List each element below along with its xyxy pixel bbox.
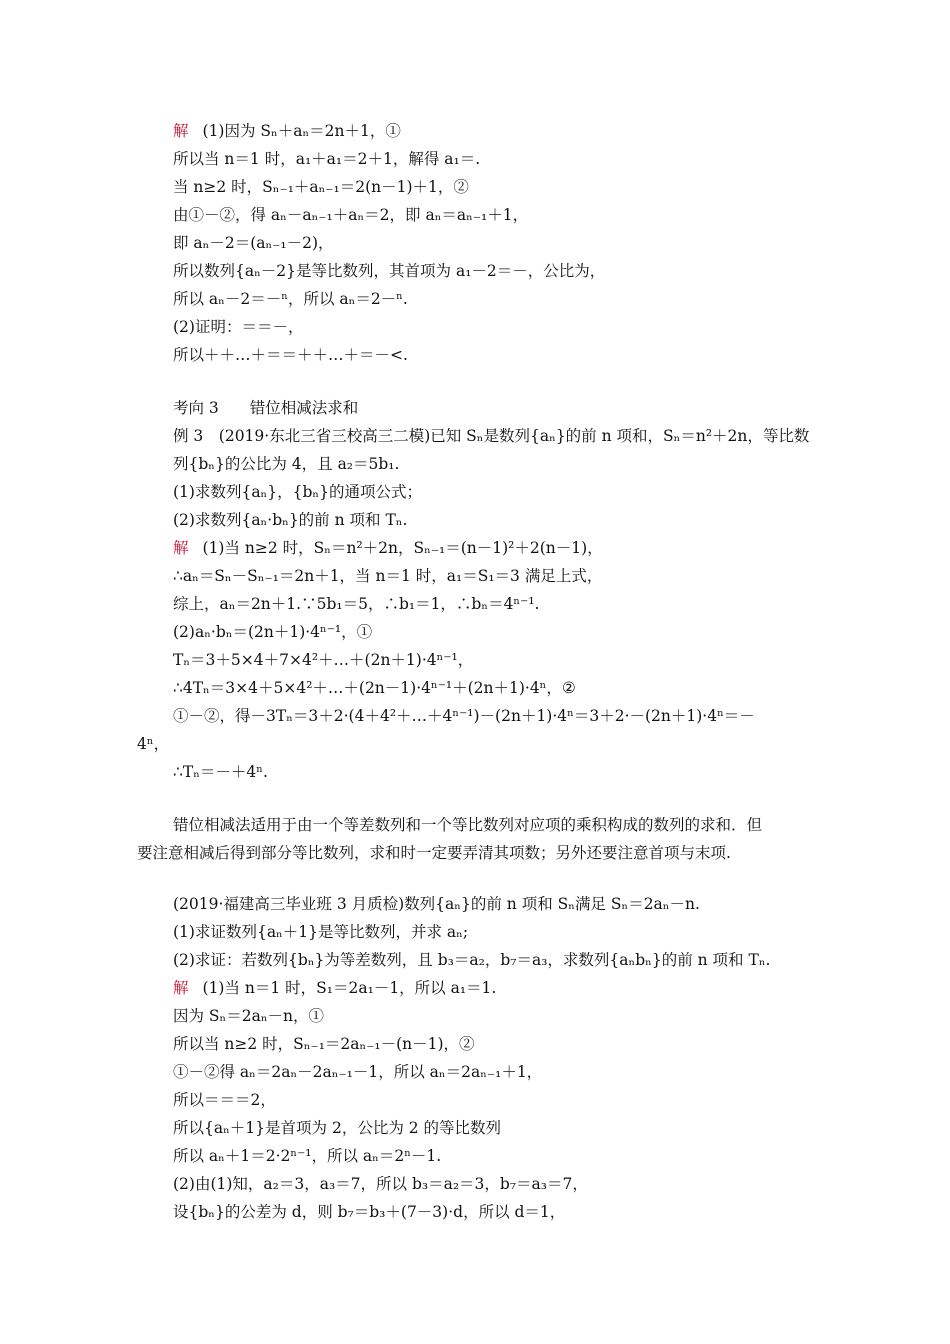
text-line <box>173 593 539 615</box>
text-line <box>173 1033 475 1055</box>
text-line <box>173 949 770 971</box>
line-text: 由①－②，得 aₙ－aₙ₋₁＋aₙ＝2，即 aₙ＝aₙ₋₁＋1， <box>173 206 529 224</box>
text-line <box>173 814 762 836</box>
line-text: 例 3 (2019·东北三省三校高三二模)已知 Sₙ是数列{aₙ}的前 n 项和，Sₙ＝n²＋2n，等比数 <box>173 427 810 445</box>
line-text: 所以＝＝＝2， <box>173 1091 276 1109</box>
solution-label: 解 <box>173 122 189 140</box>
text-line <box>173 425 809 447</box>
text-line <box>137 842 731 864</box>
text-line <box>173 621 372 643</box>
text-line <box>173 1089 276 1111</box>
line-text: (1)因为 Sₙ＋aₙ＝2n＋1，① <box>202 122 401 140</box>
text-line <box>173 176 469 198</box>
line-text: (2019·福建高三毕业班 3 月质检)数列{aₙ}的前 n 项和 Sₙ满足 Sₙ＝2aₙ－n. <box>173 895 700 913</box>
line-text: 考向 3 错位相减法求和 <box>173 399 359 417</box>
line-text: 所以数列{aₙ－2}是等比数列，其首项为 a₁－2＝－，公比为， <box>173 262 606 280</box>
text-line <box>173 565 602 587</box>
line-text: ∴Tₙ＝－＋4ⁿ. <box>173 763 268 781</box>
text-line <box>173 921 468 943</box>
text-line <box>173 537 603 559</box>
line-text: 所以＋＋…＋＝＝＋＋…＋＝－<. <box>173 346 408 364</box>
text-line <box>173 260 605 282</box>
line-text: (2)证明：＝＝－， <box>173 318 304 336</box>
line-text: (2)由(1)知，a₂＝3，a₃＝7，所以 b₃＝a₂＝3，b₇＝a₃＝7， <box>173 1175 588 1193</box>
line-text: 所以当 n≥2 时，Sₙ₋₁＝2aₙ₋₁－(n－1)，② <box>173 1035 475 1053</box>
text-line <box>173 148 480 170</box>
line-text: (1)当 n＝1 时，S₁＝2a₁－1，所以 a₁＝1. <box>202 979 497 997</box>
text-line <box>173 509 407 531</box>
line-text: 4ⁿ， <box>137 735 170 753</box>
line-text: 要注意相减后得到部分等比数列，求和时一定要弄清其项数；另外还要注意首项与末项. <box>137 844 731 862</box>
text-line <box>173 705 755 727</box>
text-line <box>173 481 422 503</box>
text-line <box>137 733 169 755</box>
line-text: Tₙ＝3＋5×4＋7×4²＋…＋(2n＋1)·4ⁿ⁻¹， <box>173 651 474 669</box>
text-line <box>173 1145 441 1167</box>
line-text: (1)当 n≥2 时，Sₙ＝n²＋2n，Sₙ₋₁＝(n－1)²＋2(n－1)， <box>202 539 603 557</box>
text-line <box>173 893 700 915</box>
line-text: (2)求数列{aₙ·bₙ}的前 n 项和 Tₙ. <box>173 511 408 529</box>
text-line <box>173 453 399 475</box>
line-text: (1)求证数列{aₙ＋1}是等比数列，并求 aₙ; <box>173 923 469 941</box>
text-line <box>173 232 334 254</box>
line-text: 当 n≥2 时，Sₙ₋₁＋aₙ₋₁＝2(n－1)＋1，② <box>173 178 469 196</box>
text-line <box>173 204 528 226</box>
line-text: 所以 aₙ－2＝－ⁿ，所以 aₙ＝2－ⁿ. <box>173 290 408 308</box>
solution-label: 解 <box>173 979 189 997</box>
text-line <box>173 344 408 366</box>
line-text: 错位相减法适用于由一个等差数列和一个等比数列对应项的乘积构成的数列的求和．但 <box>173 816 763 834</box>
text-line <box>173 288 408 310</box>
line-text: 因为 Sₙ＝2aₙ－n，① <box>173 1007 325 1025</box>
text-line <box>173 1061 542 1083</box>
line-text: ①－②得 aₙ＝2aₙ－2aₙ₋₁－1，所以 aₙ＝2aₙ₋₁＋1， <box>173 1063 543 1081</box>
line-text: 所以 aₙ＋1＝2·2ⁿ⁻¹，所以 aₙ＝2ⁿ－1. <box>173 1147 442 1165</box>
line-text: (2)aₙ·bₙ＝(2n＋1)·4ⁿ⁻¹，① <box>173 623 373 641</box>
text-line <box>173 649 473 671</box>
text-line <box>173 1005 324 1027</box>
text-line <box>173 1201 565 1223</box>
text-line <box>173 397 358 419</box>
line-text: (1)求数列{aₙ}，{bₙ}的通项公式； <box>173 483 422 501</box>
line-text: 设{bₙ}的公差为 d，则 b₇＝b₃＋(7－3)·d，所以 d＝1， <box>173 1203 566 1221</box>
text-line <box>173 977 496 999</box>
line-text: 列{bₙ}的公比为 4，且 a₂＝5b₁. <box>173 455 400 473</box>
line-text: ∴aₙ＝Sₙ－Sₙ₋₁＝2n＋1，当 n＝1 时，a₁＝S₁＝3 满足上式， <box>173 567 603 585</box>
line-text: (2)求证：若数列{bₙ}为等差数列，且 b₃＝a₂，b₇＝a₃，求数列{aₙbₙ}的前 n 项和 Tₙ. <box>173 951 771 969</box>
line-text: 综上，aₙ＝2n＋1.∵5b₁＝5，∴b₁＝1，∴bₙ＝4ⁿ⁻¹. <box>173 595 540 613</box>
text-line <box>173 1173 588 1195</box>
line-text: ①－②，得－3Tₙ＝3＋2·(4＋4²＋…＋4ⁿ⁻¹)－(2n＋1)·4ⁿ＝3＋2·－(2n＋1)·4ⁿ＝－ <box>173 707 755 725</box>
line-text: 所以{aₙ＋1}是首项为 2，公比为 2 的等比数列 <box>173 1119 502 1137</box>
text-line <box>173 677 576 699</box>
line-text: 所以当 n＝1 时，a₁＋a₁＝2＋1，解得 a₁＝. <box>173 150 481 168</box>
line-text: ∴4Tₙ＝3×4＋5×4²＋…＋(2n－1)·4ⁿ⁻¹＋(2n＋1)·4ⁿ，② <box>173 679 576 697</box>
text-line <box>173 1117 501 1139</box>
text-line <box>173 761 268 783</box>
text-line <box>173 120 401 142</box>
text-line <box>173 316 303 338</box>
solution-label: 解 <box>173 539 189 557</box>
line-text: 即 aₙ－2＝(aₙ₋₁－2)， <box>173 234 334 252</box>
